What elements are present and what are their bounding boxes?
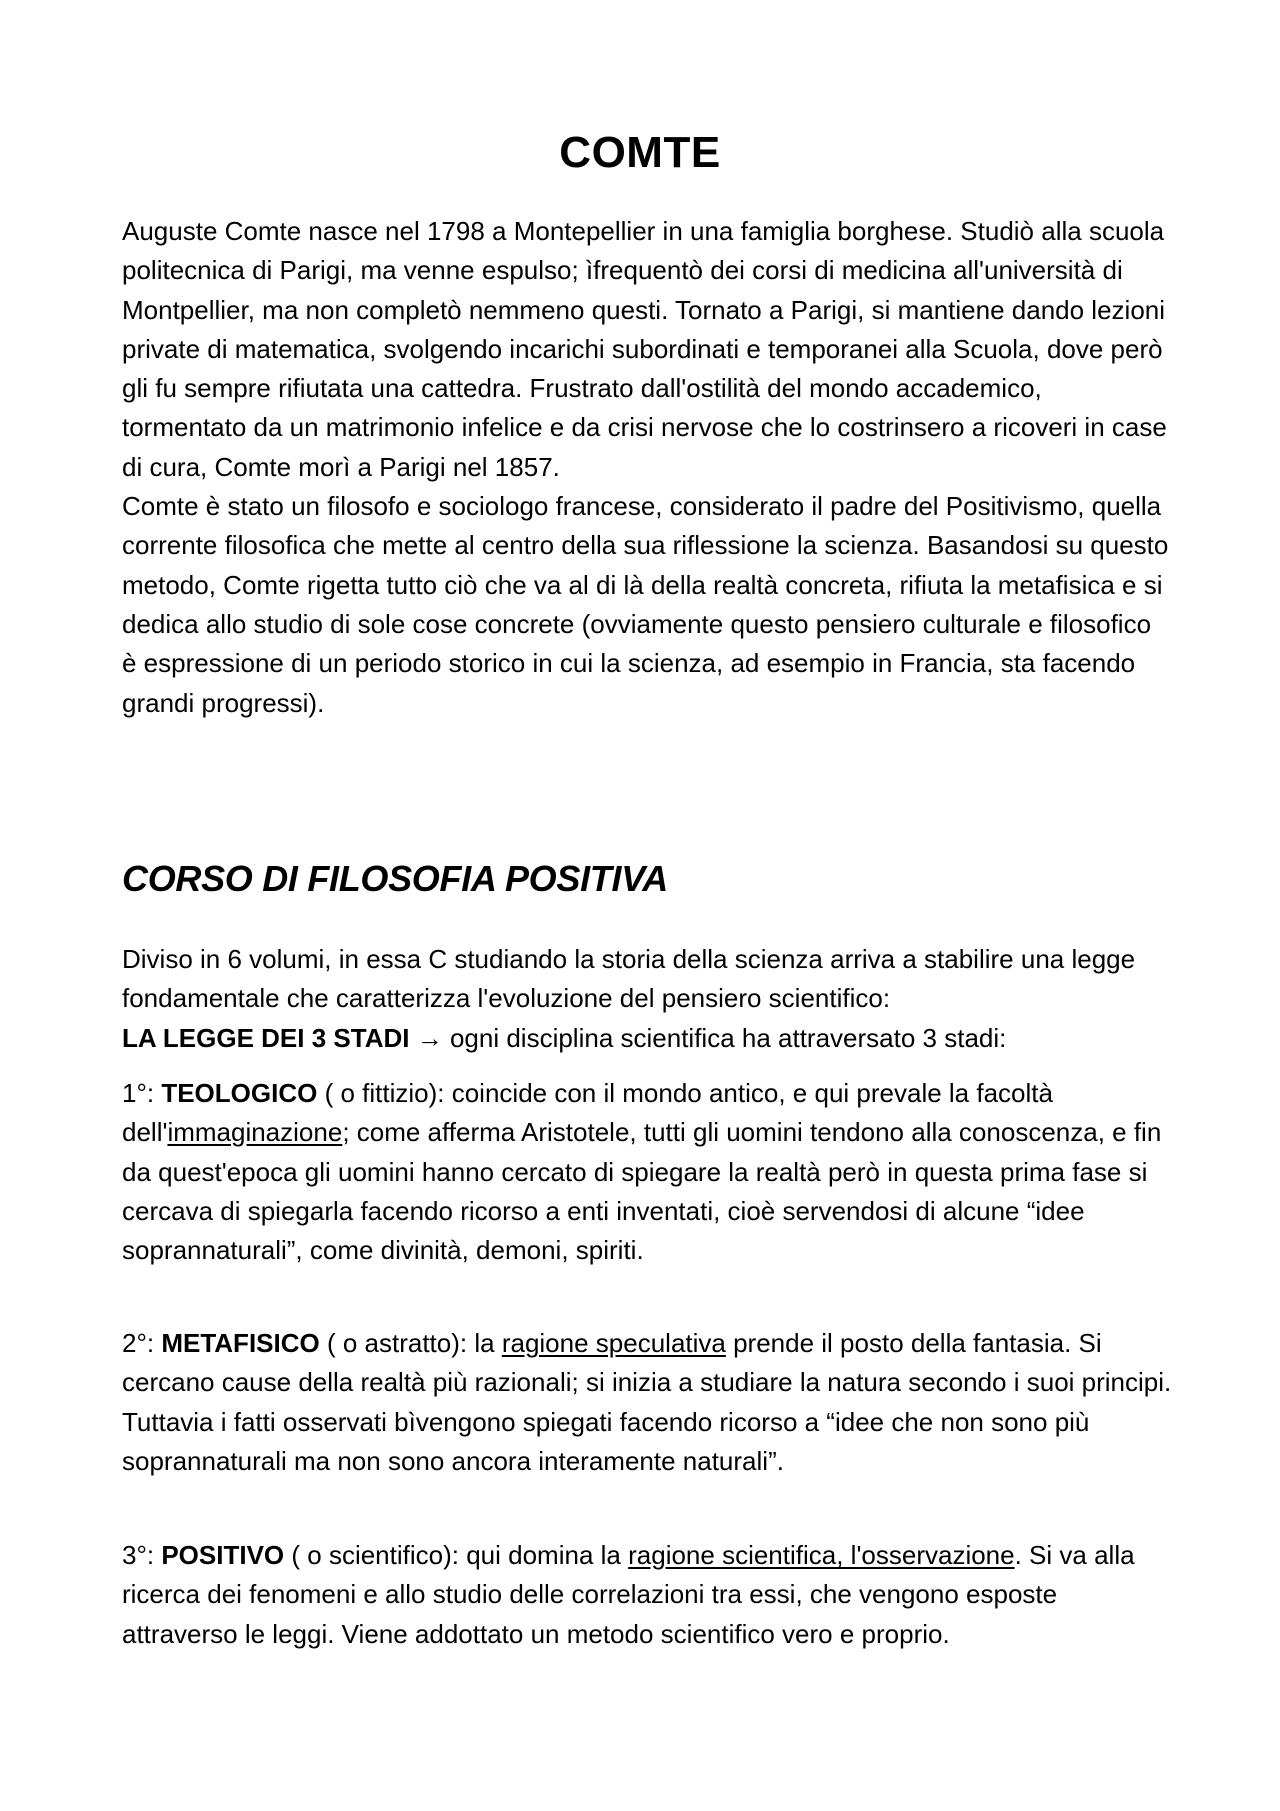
- stage-underlined-term: ragione scientifica, l'osservazione: [628, 1540, 1015, 1570]
- section-heading: CORSO DI FILOSOFIA POSITIVA: [122, 858, 668, 899]
- biography-paragraph: Comte è stato un filosofo e sociologo francese, considerato il padre del Positivismo, quella corrente filosofica che mette al centro della sua riflessione la scienza. Basandosi su questo metodo, Comte rigetta tutto ciò che va al di là della realtà concreta, rifiuta la metafisica e si dedica allo studio di sole cose concrete (ovviamente questo pensiero culturale e filosofico è espressione di un periodo storico in cui la scienza, ad esempio in Francia, sta facendo grandi progressi).: [122, 491, 1169, 718]
- intro-text: Diviso in 6 volumi, in essa C studiando la storia della scienza arriva a stabilire una legge fondamentale che caratterizza l'evoluzione del pensiero scientifico:: [122, 944, 1136, 1014]
- stage-paren: ( o scientifico):: [291, 1540, 459, 1570]
- stage-underlined-term: ragione speculativa: [501, 1328, 726, 1358]
- stage-text-after: ; come afferma Aristotele, tutti gli uomini tendono alla conoscenza, e fin da quest'epoca gli uomini hanno cercato di spiegare la realtà però in questa prima fase si cercava di spiegarla facendo ricorso a enti inventati, cioè servendosi di alcune “idee soprannaturali”, come divinità, demoni, spiriti.: [122, 1117, 1162, 1266]
- stage-text-before: qui domina la: [466, 1540, 629, 1570]
- page-title: COMTE: [559, 128, 721, 177]
- stage-underlined-term: immaginazione: [167, 1117, 343, 1148]
- stage-text-before: coincide con il mondo antico, e qui prevale la facoltà dell': [122, 1078, 1053, 1148]
- biography-section: [122, 212, 1172, 723]
- stage-paragraph-metaphysical: [122, 1324, 1172, 1481]
- stage-name: POSITIVO: [161, 1540, 285, 1570]
- intro-paragraph: [122, 940, 1172, 1058]
- law-text: ogni disciplina scientifica ha attraversato 3 stadi:: [449, 1022, 1007, 1053]
- stage-number: 3°:: [122, 1540, 155, 1570]
- arrow-icon: →: [416, 1022, 443, 1053]
- stage-text-before: la: [474, 1328, 502, 1358]
- law-label: LA LEGGE DEI 3 STADI: [122, 1022, 410, 1053]
- stage-name: TEOLOGICO: [161, 1078, 318, 1108]
- stage-paren: ( o fittizio):: [324, 1078, 445, 1108]
- stage-text-after: prende il posto della fantasia. Si cercano cause della realtà più razionali; si inizia a studiare la natura secondo i suoi principi. Tuttavia i fatti osservati bìvengono spiegati facendo ricorso a “idee che non sono più soprannaturali ma non sono ancora interamente naturali”.: [122, 1328, 1172, 1476]
- stage-paragraph-theological: [122, 1074, 1172, 1270]
- stage-number: 1°:: [122, 1078, 155, 1108]
- stage-paren: ( o astratto):: [326, 1328, 468, 1358]
- stage-text-after: . Si va alla ricerca dei fenomeni e allo studio delle correlazioni tra essi, che vengono esposte attraverso le leggi. Viene addottato un metodo scientifico vero e proprio.: [122, 1540, 1135, 1649]
- stage-paragraph-positive: [122, 1536, 1172, 1654]
- biography-paragraph: Auguste Comte nasce nel 1798 a Montepellier in una famiglia borghese. Studiò alla scuola politecnica di Parigi, ma venne espulso; ìfrequentò dei corsi di medicina all'università di Montpellier, ma non completò nemmeno questi. Tornato a Parigi, si mantiene dando lezioni private di matematica, svolgendo incarichi subordinati e temporanei alla Scuola, dove però gli fu sempre rifiutata una cattedra. Frustrato dall'ostilità del mondo accademico, tormentato da un matrimonio infelice e da crisi nervose che lo costrinsero a ricoveri in case di cura, Comte morì a Parigi nel 1857.: [122, 216, 1167, 482]
- stage-name: METAFISICO: [161, 1328, 320, 1358]
- stage-number: 2°:: [122, 1328, 155, 1358]
